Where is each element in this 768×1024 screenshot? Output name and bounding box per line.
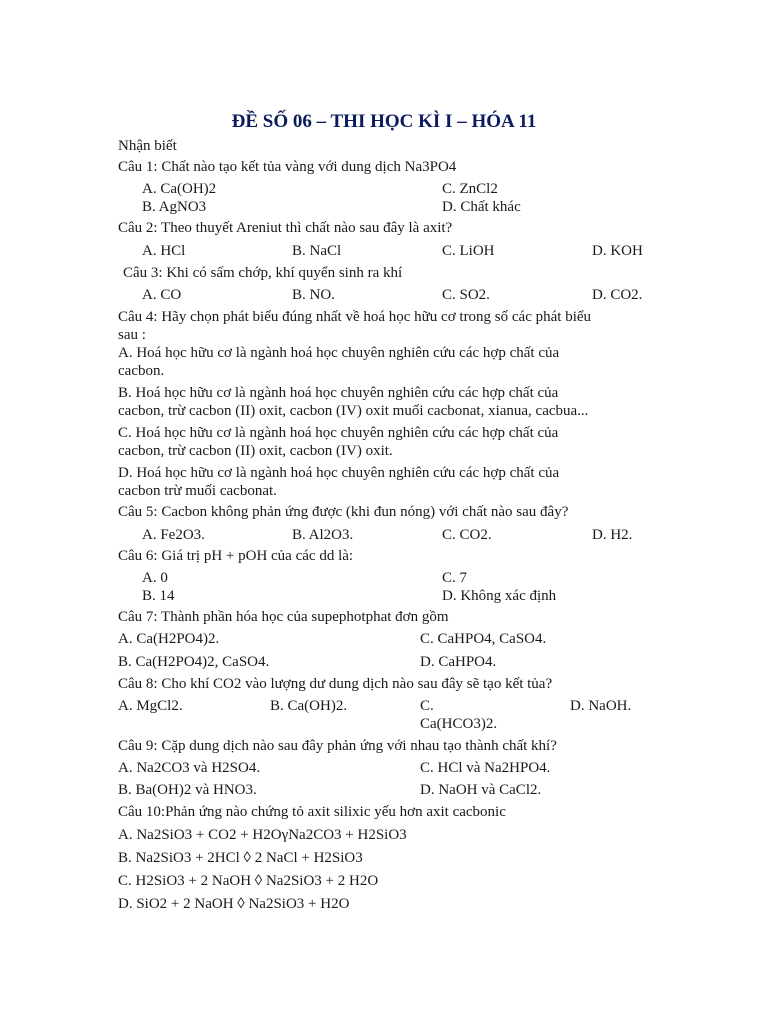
q7-stem: Câu 7: Thành phần hóa học của supephotphat đơn gồm [118,609,449,625]
q9-stem: Câu 9: Cặp dung dịch nào sau đây phản ứng với nhau tạo thành chất khí? [118,738,557,754]
q10-option-b: B. Na2SiO3 + 2HCl ◊ 2 NaCl + H2SiO3 [118,850,363,866]
q4-option-a-line2: cacbon. [118,363,165,379]
q9-option-a: A. Na2CO3 và H2SO4. [118,760,261,776]
q4-option-b-line2: cacbon, trừ cacbon (II) oxit, cacbon (IV) oxit muối cacbonat, xianua, cacbua... [118,403,589,419]
q7-option-c: C. CaHPO4, CaSO4. [420,631,547,647]
page-title: ĐỀ SỐ 06 – THI HỌC KÌ I – HÓA 11 [231,111,537,132]
q2-option-c: C. LiOH [442,243,495,259]
q4-stem-line1: Câu 4: Hãy chọn phát biểu đúng nhất về hoá học hữu cơ trong số các phát biểu [118,309,592,325]
q4-option-d-line1: D. Hoá học hữu cơ là ngành hoá học chuyên nghiên cứu các hợp chất của [118,465,560,481]
q8-option-a: A. MgCl2. [118,698,183,714]
q2-stem: Câu 2: Theo thuyết Areniut thì chất nào sau đây là axit? [118,220,453,236]
q6-stem: Câu 6: Giá trị pH + pOH của các dd là: [118,548,354,564]
q3-option-d: D. CO2. [592,287,643,303]
q8-option-c-text: Ca(HCO3)2. [420,716,498,732]
q7-option-a: A. Ca(H2PO4)2. [118,631,220,647]
q1-option-a: A. Ca(OH)2 [142,181,217,197]
q6-option-b: B. 14 [142,588,175,604]
q10-option-c: C. H2SiO3 + 2 NaOH ◊ Na2SiO3 + 2 H2O [118,873,379,889]
q8-option-c-label: C. [420,698,434,714]
q3-option-a: A. CO [142,287,182,303]
q3-stem: Câu 3: Khi có sấm chớp, khí quyển sinh ra khí [123,265,403,281]
q3-option-b: B. NO. [292,287,335,303]
q10-stem: Câu 10:Phản ứng nào chứng tỏ axit silixic yếu hơn axit cacbonic [118,804,506,820]
q5-option-d: D. H2. [592,527,633,543]
q1-stem: Câu 1: Chất nào tạo kết tủa vàng với dung dịch Na3PO4 [118,159,457,175]
q8-option-b: B. Ca(OH)2. [270,698,348,714]
q4-stem-line2: sau : [118,327,146,343]
q4-option-c-line2: cacbon, trừ cacbon (II) oxit, cacbon (IV) oxit. [118,443,393,459]
q8-stem: Câu 8: Cho khí CO2 vào lượng dư dung dịch nào sau đây sẽ tạo kết tủa? [118,676,553,692]
q5-option-b: B. Al2O3. [292,527,354,543]
q7-option-d: D. CaHPO4. [420,654,497,670]
q9-option-b: B. Ba(OH)2 và HNO3. [118,782,257,798]
q4-option-d-line2: cacbon trừ muối cacbonat. [118,483,277,499]
q4-option-c-line1: C. Hoá học hữu cơ là ngành hoá học chuyên nghiên cứu các hợp chất của [118,425,559,441]
q9-option-d: D. NaOH và CaCl2. [420,782,542,798]
q7-option-b: B. Ca(H2PO4)2, CaSO4. [118,654,270,670]
q10-option-a: A. Na2SiO3 + CO2 + H2OγNa2CO3 + H2SiO3 [118,827,407,843]
q6-option-a: A. 0 [142,570,168,586]
q5-stem: Câu 5: Cacbon không phản ứng được (khi đun nóng) với chất nào sau đây? [118,504,569,520]
q1-option-b: B. AgNO3 [142,199,207,215]
q5-option-a: A. Fe2O3. [142,527,205,543]
q6-option-c: C. 7 [442,570,468,586]
q4-option-a-line1: A. Hoá học hữu cơ là ngành hoá học chuyên nghiên cứu các hợp chất của [118,345,560,361]
section-label: Nhận biết [118,138,177,154]
q3-option-c: C. SO2. [442,287,490,303]
q10-option-d: D. SiO2 + 2 NaOH ◊ Na2SiO3 + H2O [118,896,350,912]
q2-option-d: D. KOH [592,243,643,259]
q4-option-b-line1: B. Hoá học hữu cơ là ngành hoá học chuyên nghiên cứu các hợp chất của [118,385,559,401]
q6-option-d: D. Không xác định [442,588,557,604]
q8-option-d: D. NaOH. [570,698,632,714]
q2-option-b: B. NaCl [292,243,342,259]
q2-option-a: A. HCl [142,243,186,259]
q1-option-c: C. ZnCl2 [442,181,498,197]
q9-option-c: C. HCl và Na2HPO4. [420,760,551,776]
q5-option-c: C. CO2. [442,527,492,543]
q1-option-d: D. Chất khác [442,199,521,215]
